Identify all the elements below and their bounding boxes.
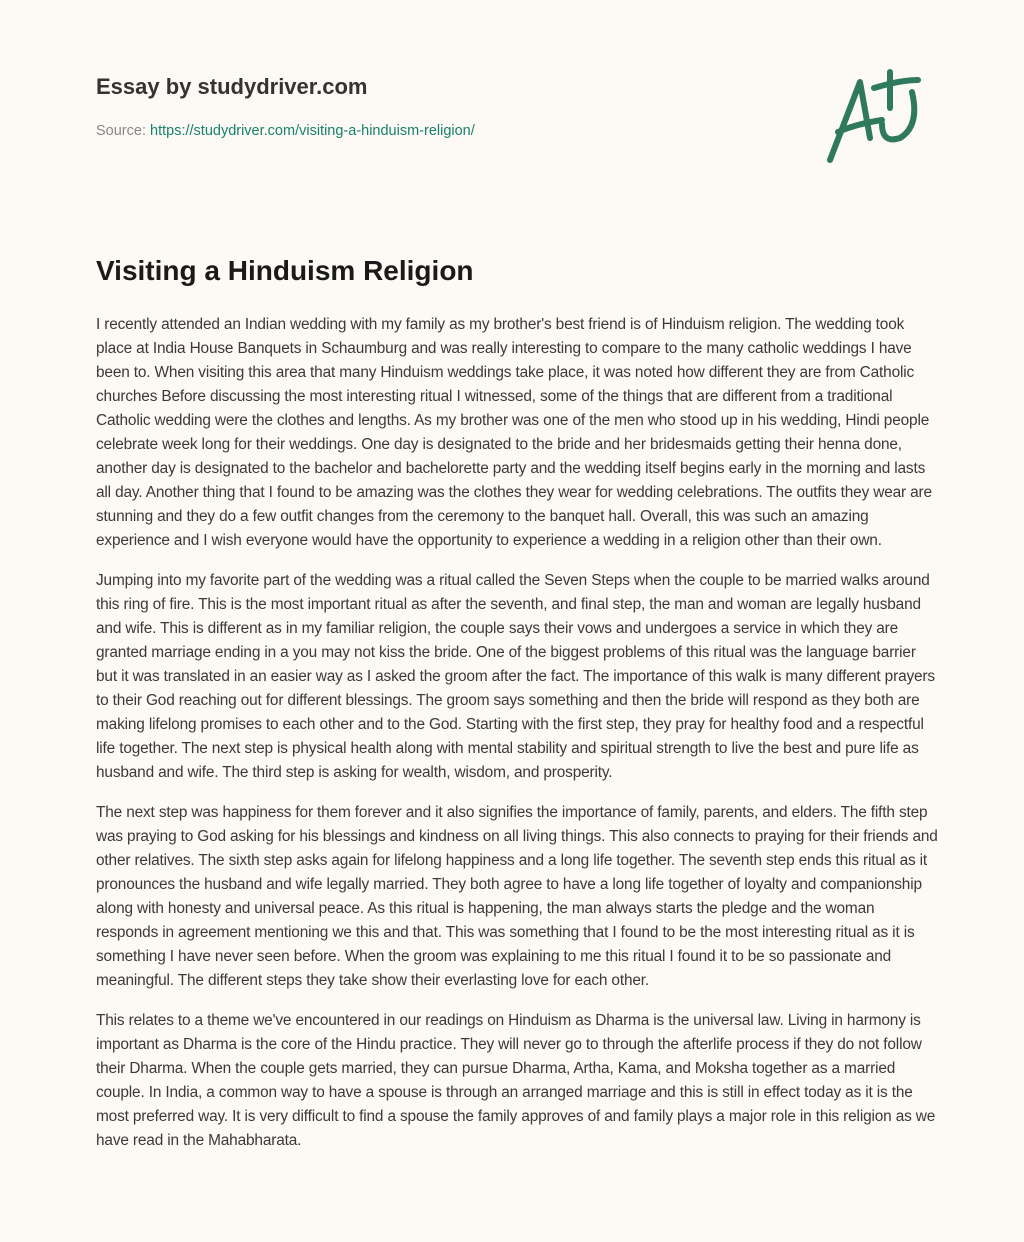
source-line xyxy=(96,123,475,139)
source-label: Source: xyxy=(96,123,146,139)
essay-body xyxy=(96,313,938,1169)
essay-paragraph: This relates to a theme we've encountered in our readings on Hinduism as Dharma is the universal law. Living in harmony is important as Dharma is the core of the Hindu practice. They will never go to through the afterlife process if they do not follow their Dharma. When the couple gets married, they can pursue Dharma, Artha, Kama, and Moksha together as a married couple. In India, a common way to have a spouse is through an arranged marriage and this is still in effect today as it is the most preferred way. It is very difficult to find a spouse the family approves of and family plays a major role in this religion as we have read in the Mahabharata. xyxy=(96,1012,936,1149)
essay-title: Visiting a Hinduism Religion xyxy=(96,255,474,286)
site-title: Essay by studydriver.com xyxy=(96,74,368,99)
essay-paragraph: Jumping into my favorite part of the wedding was a ritual called the Seven Steps when the couple to be married walks around this ring of fire. This is the most important ritual as after the seventh, and final step, the man and woman are legally husband and wife. This is different as in my familiar religion, the couple says their vows and undergoes a service in which they are granted marriage ending in a you may not kiss the bride. One of the biggest problems of this ritual was the language barrier but it was translated in an easier way as I asked the groom after the fact. The importance of this walk is many different prayers to their God reaching out for different blessings. The groom says something and then the bride will respond as they both are making lifelong promises to each other and to the God. Starting with the first step, they pray for healthy food and a respectful life together. The next step is physical health along with mental stability and spiritual strength to live the best and pure life as husband and wife. The third step is asking for wealth, wisdom, and prosperity. xyxy=(96,572,935,781)
a-plus-logo-icon xyxy=(820,66,930,166)
essay-paragraph: I recently attended an Indian wedding with my family as my brother's best friend is of Hinduism religion. The wedding took place at India House Banquets in Schaumburg and was really interesting to compare to the many catholic weddings I have been to. When visiting this area that many Hinduism weddings take place, it was noted how different they are from Catholic churches Before discussing the most interesting ritual I witnessed, some of the things that are different from a traditional Catholic wedding were the clothes and lengths. As my brother was one of the men who stood up in his wedding, Hindi people celebrate week long for their weddings. One day is designated to the bride and her bridesmaids getting their henna done, another day is designated to the bachelor and bachelorette party and the wedding itself begins early in the morning and lasts all day. Another thing that I found to be amazing was the clothes they wear for wedding celebrations. The outfits they wear are stunning and they do a few outfit changes from the ceremony to the banquet hall. Overall, this was such an amazing experience and I wish everyone would have the opportunity to experience a wedding in a religion other than their own. xyxy=(96,316,932,549)
source-link[interactable]: https://studydriver.com/visiting-a-hinduism-religion/ xyxy=(150,123,475,139)
essay-paragraph: The next step was happiness for them forever and it also signifies the importance of family, parents, and elders. The fifth step was praying to God asking for his blessings and kindness on all living things. This also connects to praying for their friends and other relatives. The sixth step asks again for lifelong happiness and a long life together. The seventh step ends this ritual as it pronounces the husband and wife legally married. They both agree to have a long life together of loyalty and companionship along with honesty and universal peace. As this ritual is happening, the man always starts the pledge and the woman responds in agreement mentioning we this and that. This was something that I found to be the most interesting ritual as it is something I have never seen before. When the groom was explaining to me this ritual I found it to be so passionate and meaningful. The different steps they take show their everlasting love for each other. xyxy=(96,804,938,989)
